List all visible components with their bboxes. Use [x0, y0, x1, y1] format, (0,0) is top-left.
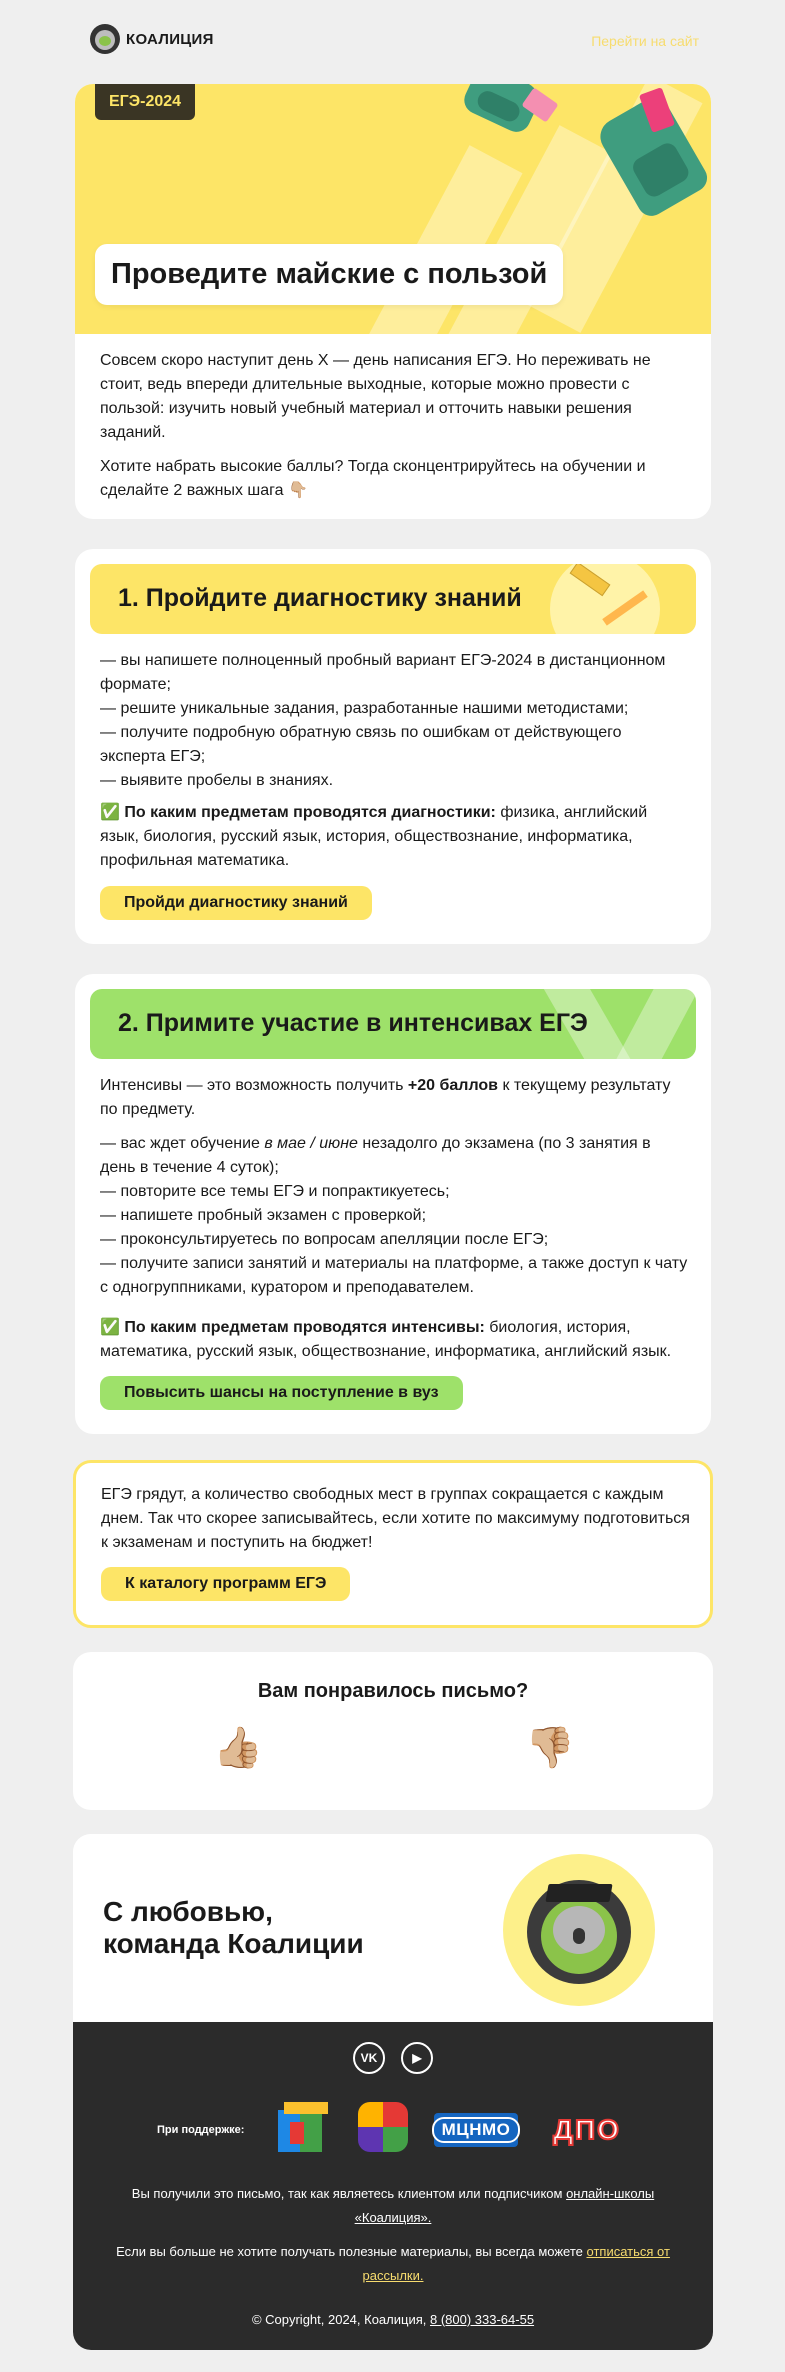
partner-name: МЦНМО: [432, 2117, 521, 2143]
catalog-button[interactable]: К каталогу программ ЕГЭ: [101, 1567, 350, 1601]
list-item: — получите подробную обратную связь по ошибкам от действующего эксперта ЕГЭ;: [100, 724, 622, 765]
list-item: [100, 1132, 690, 1180]
koala-body: [541, 1898, 617, 1974]
decor-stripe: [609, 989, 696, 1059]
partner-logo-mcnmo: [434, 2113, 518, 2147]
intensives-subjects: [100, 1316, 690, 1364]
hero-banner: [75, 84, 711, 334]
hero-card: [75, 84, 711, 519]
diagnostics-subjects: [100, 801, 690, 873]
go-to-site-link[interactable]: Перейти на сайт: [591, 33, 699, 49]
subscription-note: [93, 2182, 693, 2230]
intro-text: Интенсивы — это возможность получить: [100, 1077, 408, 1094]
signature-card: [73, 1834, 713, 2350]
logo-text: КОАЛИЦИЯ: [126, 30, 214, 48]
intensives-list: [100, 1132, 690, 1300]
list-item: — напишете пробный экзамен с проверкой;: [100, 1207, 427, 1224]
intensives-button[interactable]: Повысить шансы на поступление в вуз: [100, 1376, 463, 1410]
exam-badge: ЕГЭ-2024: [95, 84, 195, 120]
subjects-lead: ✅ По каким предметам проводятся интенсивы:: [100, 1319, 485, 1336]
copyright-text: © Copyright, 2024, Коалиция,: [251, 2312, 430, 2327]
hero-title: Проведите майские с пользой: [111, 258, 548, 290]
subjects-lead: ✅ По каким предметам проводятся диагностики:: [100, 804, 496, 821]
intensives-title: 2. Примите участие в интенсивах ЕГЭ: [118, 1009, 588, 1037]
hero-paragraph: Хотите набрать высокие баллы? Тогда сконцентрируйтесь на обучении и сделайте 2 важных шага 👇🏼: [100, 458, 646, 499]
youtube-icon[interactable]: ▶: [401, 2042, 433, 2074]
school-link[interactable]: онлайн-школы «Коалиция».: [354, 2186, 655, 2225]
list-item: — повторите все темы ЕГЭ и попрактикуетесь;: [100, 1183, 450, 1200]
mascot-circle: [503, 1854, 655, 2006]
note-text: Вы получили это письмо, так как являетесь клиентом или подписчиком: [131, 2186, 567, 2201]
copyright: [93, 2308, 693, 2332]
koala-logo-icon: [90, 24, 120, 54]
feedback-title: Вам понравилось письмо?: [257, 1680, 529, 1702]
list-item: — получите записи занятий и материалы на платформе, а также доступ к чату с одногруппниками, куратором и преподавателем.: [100, 1255, 688, 1296]
diagnostics-title: 1. Пройдите диагностику знаний: [118, 584, 522, 612]
hero-text: [100, 349, 690, 503]
intensives-card: [75, 974, 711, 1434]
thumbs-up-icon[interactable]: 👍🏼: [213, 1726, 263, 1770]
unsubscribe-note: [93, 2240, 693, 2288]
hero-paragraph: Совсем скоро наступит день Х — день написания ЕГЭ. Но переживать не стоит, ведь впереди длительные выходные, которые можно провести с пользой: изучить новый учебный материал и отточить навыки решения заданий.: [100, 352, 651, 441]
unsubscribe-link[interactable]: отписаться от рассылки.: [362, 2244, 670, 2283]
support-label: При поддержке:: [157, 2124, 245, 2136]
item-months: в мае / июне: [264, 1135, 358, 1152]
vk-icon[interactable]: VK: [353, 2042, 385, 2074]
partner-name: ДПО: [553, 2114, 621, 2145]
partner-logo-dpo: [541, 2114, 633, 2146]
phone-link[interactable]: 8 (800) 333-64-55: [429, 2312, 535, 2327]
thumbs-down-icon[interactable]: 👎🏼: [525, 1726, 575, 1770]
graduation-cap-icon: [545, 1884, 612, 1902]
item-text: незадолго до экзамена (по 3 занятия в день в течение 4 суток);: [100, 1135, 651, 1176]
signature-line: С любовью,: [103, 1896, 273, 1927]
intro-points: +20 баллов: [407, 1077, 499, 1094]
list-item: — решите уникальные задания, разработанные нашими методистами;: [100, 700, 629, 717]
signature-text: [103, 1896, 364, 1960]
diagnostics-banner: [90, 564, 696, 634]
intro-text: к текущему результату по предмету.: [100, 1077, 671, 1118]
subjects-list: биология, история, математика, русский язык, обществознание, информатика, английский язык.: [100, 1319, 672, 1360]
partner-logo-cube-icon: [278, 2102, 330, 2152]
signature-block: [73, 1834, 713, 2022]
diagnostics-button[interactable]: Пройди диагностику знаний: [100, 886, 372, 920]
list-item: — вы напишете полноценный пробный вариант ЕГЭ-2024 в дистанционном формате;: [100, 652, 666, 693]
intensives-intro: [100, 1074, 690, 1122]
signature-line: команда Коалиции: [103, 1928, 364, 1959]
note-text: Если вы больше не хотите получать полезные материалы, вы всегда можете: [116, 2244, 587, 2259]
catalog-card: [73, 1460, 713, 1628]
catalog-text: ЕГЭ грядут, а количество свободных мест в группах сокращается с каждым днем. Так что скорее записывайтесь, если хотите по максимуму подготовиться к экзаменам и поступить на бюджет!: [101, 1486, 690, 1551]
koala-nose: [573, 1928, 585, 1944]
hero-title-box: [95, 244, 563, 305]
item-text: — вас ждет обучение: [100, 1135, 265, 1152]
diagnostics-list: [100, 649, 690, 793]
logo[interactable]: [90, 24, 214, 54]
list-item: — выявите пробелы в знаниях.: [100, 772, 334, 789]
footer: [73, 2022, 713, 2350]
koala-face: [553, 1906, 605, 1954]
email-header: [0, 0, 785, 80]
list-item: — проконсультируетесь по вопросам апелляции после ЕГЭ;: [100, 1231, 549, 1248]
koala-mascot-icon: [527, 1880, 631, 1984]
diagnostics-card: [75, 549, 711, 944]
subjects-list: физика, английский язык, биология, русский язык, история, обществознание, информатика, профильная математика.: [100, 804, 648, 869]
partner-logo-flower-icon: [358, 2102, 408, 2152]
intensives-banner: [90, 989, 696, 1059]
feedback-card: [73, 1652, 713, 1810]
